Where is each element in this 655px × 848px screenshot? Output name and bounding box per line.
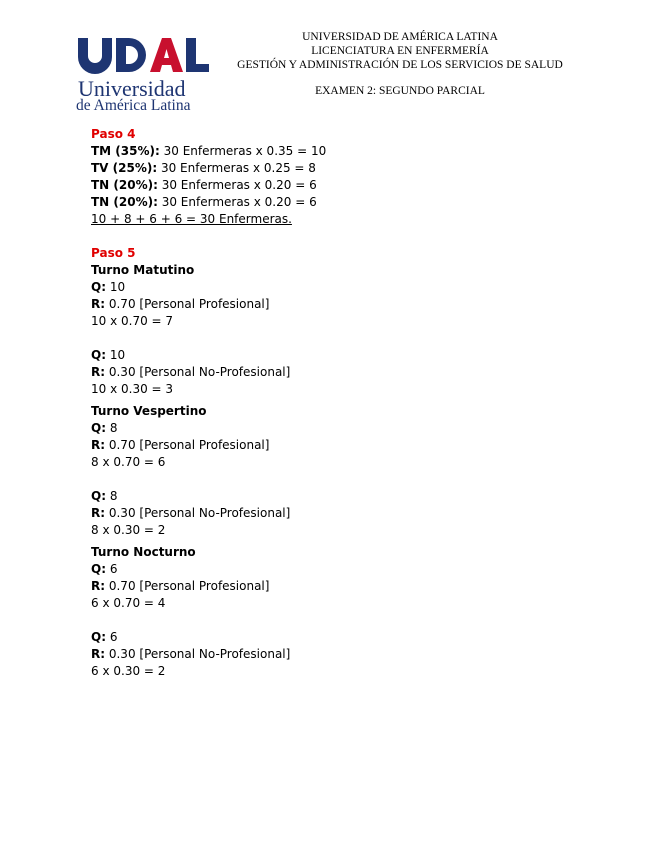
logo-line-universidad: Universidad [78,76,186,101]
r-label: R: [91,438,106,452]
r-label: R: [91,297,106,311]
q-value: 6 [106,630,118,644]
r-value: 0.30 [Personal No-Profesional] [105,365,291,379]
paso4-total: 10 + 8 + 6 + 6 = 30 Enfermeras. [91,212,292,226]
calc-line: 10 x 0.30 = 3 [91,382,174,396]
shift-label: TM (35%): [91,144,160,158]
r-label: R: [91,647,106,661]
shift-calc: 30 Enfermeras x 0.25 = 8 [157,161,316,175]
q-label: Q: [91,421,106,435]
calc-line: 6 x 0.30 = 2 [91,664,166,678]
q-line [91,561,611,578]
r-line [91,364,611,381]
shift-calc: 30 Enfermeras x 0.35 = 10 [159,144,327,158]
q-label: Q: [91,489,106,503]
header-exam: EXAMEN 2: SEGUNDO PARCIAL [315,85,485,97]
turno-title: Turno Vespertino [91,404,207,418]
calc-line: 10 x 0.70 = 7 [91,314,174,328]
document-body [91,126,611,680]
turno-title: Turno Matutino [91,263,195,277]
r-line [91,296,611,313]
udal-logo [76,34,210,114]
logo-line-america-latina: de América Latina [76,97,191,114]
turno-title: Turno Nocturno [91,545,196,559]
paso4-line [91,160,611,177]
header-course: GESTIÓN Y ADMINISTRACIÓN DE LOS SERVICIOS DE SALUD [237,59,563,71]
r-value: 0.70 [Personal Profesional] [105,297,270,311]
paso5-title: Paso 5 [91,246,136,260]
calc-line: 6 x 0.70 = 4 [91,596,166,610]
document-header [222,30,578,98]
q-line [91,279,611,296]
r-label: R: [91,506,106,520]
shift-calc: 30 Enfermeras x 0.20 = 6 [157,178,317,192]
r-value: 0.30 [Personal No-Profesional] [105,506,291,520]
shift-calc: 30 Enfermeras x 0.20 = 6 [157,195,317,209]
paso4-line [91,177,611,194]
q-line [91,347,611,364]
r-line [91,646,611,663]
calc-line: 8 x 0.30 = 2 [91,523,166,537]
r-line [91,578,611,595]
q-label: Q: [91,280,106,294]
shift-label: TN (20%): [91,195,158,209]
udal-wordmark-icon [76,34,210,74]
r-label: R: [91,579,106,593]
r-value: 0.30 [Personal No-Profesional] [105,647,291,661]
q-line [91,488,611,505]
r-value: 0.70 [Personal Profesional] [105,579,270,593]
r-value: 0.70 [Personal Profesional] [105,438,270,452]
q-label: Q: [91,348,106,362]
q-line [91,629,611,646]
q-value: 10 [106,280,126,294]
r-label: R: [91,365,106,379]
r-line [91,505,611,522]
q-line [91,420,611,437]
q-value: 8 [106,421,118,435]
calc-line: 8 x 0.70 = 6 [91,455,166,469]
r-line [91,437,611,454]
paso4-line [91,194,611,211]
q-value: 6 [106,562,118,576]
paso4-title: Paso 4 [91,127,136,141]
q-value: 10 [106,348,126,362]
q-value: 8 [106,489,118,503]
q-label: Q: [91,630,106,644]
header-university: UNIVERSIDAD DE AMÉRICA LATINA [302,31,498,43]
paso4-line [91,143,611,160]
header-degree: LICENCIATURA EN ENFERMERÍA [311,45,489,57]
q-label: Q: [91,562,106,576]
shift-label: TN (20%): [91,178,158,192]
shift-label: TV (25%): [91,161,158,175]
